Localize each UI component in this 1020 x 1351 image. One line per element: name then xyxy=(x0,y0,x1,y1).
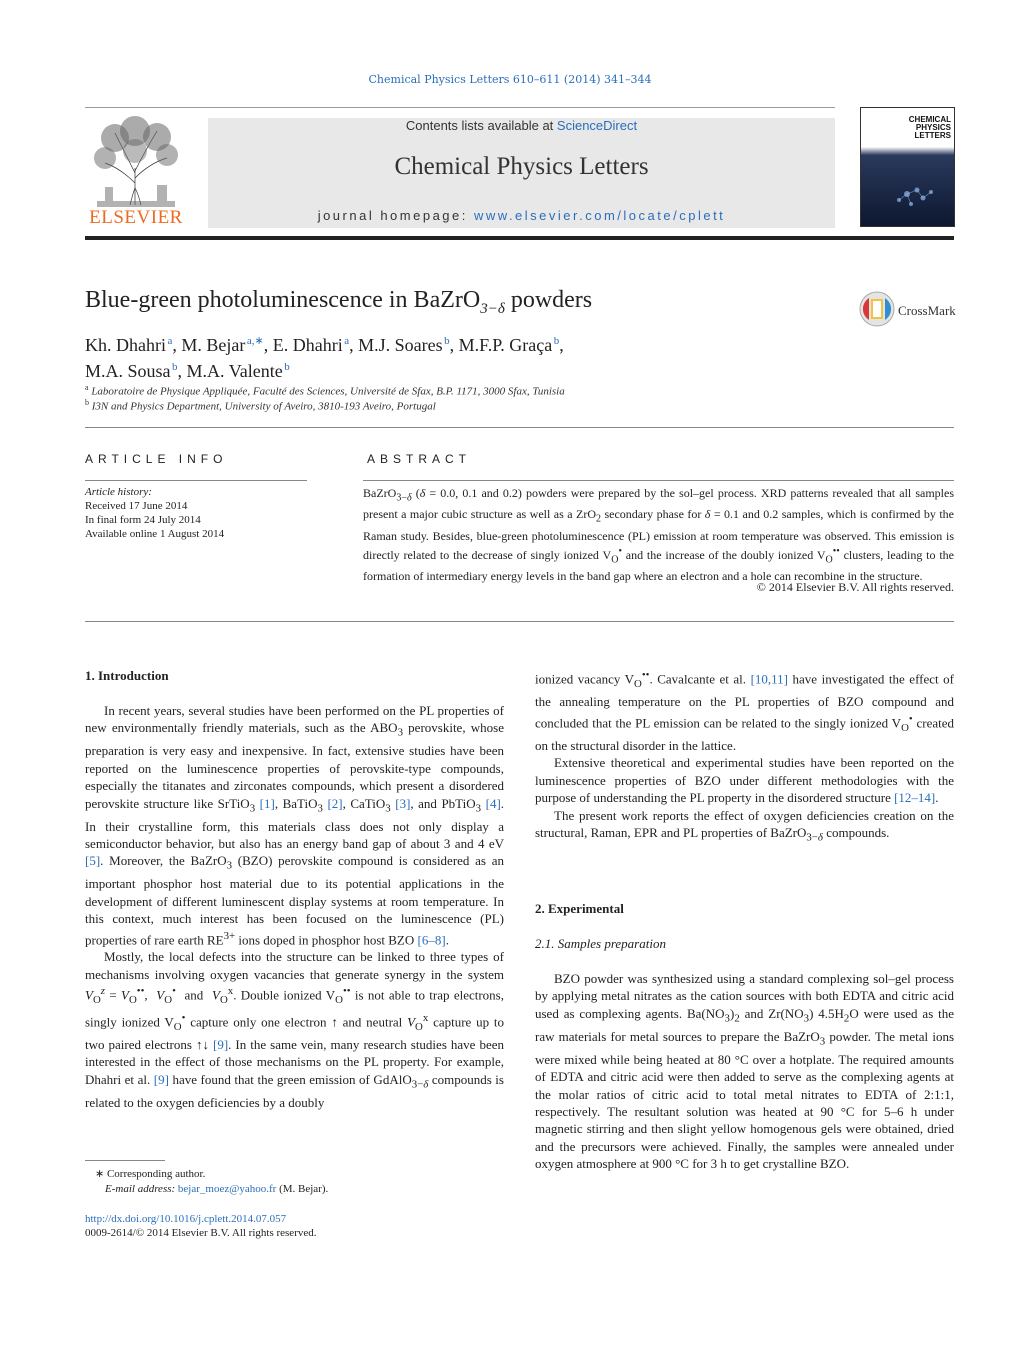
author[interactable]: M. Bejar xyxy=(181,335,246,355)
cover-title: CHEMICAL PHYSICS LETTERS xyxy=(908,115,951,140)
subsection-heading-samples: 2.1. Samples preparation xyxy=(535,936,666,951)
abstract-copyright: © 2014 Elsevier B.V. All rights reserved. xyxy=(756,580,954,594)
doi-link[interactable]: http://dx.doi.org/10.1016/j.cplett.2014.07.057 xyxy=(85,1213,287,1225)
paragraph: The present work reports the effect of oxygen deficiencies creation on the structural, Raman, EPR and PL properties of BaZrO$_{3-\delta}$ compounds. xyxy=(535,807,954,844)
publisher-logo-text: ELSEVIER xyxy=(89,207,183,228)
title-main: Blue-green photoluminescence in BaZrO xyxy=(85,287,481,313)
contents-line xyxy=(208,118,835,133)
cover-art xyxy=(861,152,954,226)
header-rule xyxy=(85,107,835,108)
affiliation-b xyxy=(85,398,436,413)
author-separator: , xyxy=(177,361,187,381)
email-note xyxy=(105,1182,328,1197)
paragraph: In recent years, several studies have been performed on the PL properties of new environmentally friendly materials, such as the $ABO_3$ perovskite, whose preparation is very easy and inexpensive. In fact, extensive studies have been reported on the luminescence properties of perovskite-type compounds, especially the titanates and zirconates compounds, which present a disordered perovskite structure like SrTiO$_3$ [1], BaTiO$_3$ [2], CaTiO$_3$ [3], and PbTiO$_3$ [4]. In their crystalline form, this materials class does not only display a semiconductor behavior, but also has an energy band gap of about 3 and 4 eV [5]. Moreover, the BaZrO$_3$ (BZO) perovskite compound is considered as an important phosphor host material due to its potential applications in the development of different luminescent display systems at room temperature. In this context, much interest has been focused on the luminescence (PL) properties of rare earth $RE^{3+}$ ions doped in phosphor host BZO [6–8]. xyxy=(85,703,505,947)
abstract-body: BaZrO$_{3-\delta}$ (δ = 0.0, 0.1 and 0.2) powders were prepared by the sol–gel process. XRD patterns revealed that all samples present a major cubic structure as well as a ZrO$_2$ secondary phase for δ = 0.1 and 0.2 samples, which is confirmed by the Raman study. Besides, blue-green photoluminescence (PL) emission at room temperature was observed. This emission is directly related to the decrease of singly ionized $V_O^•$ and the increase of the doubly ionized $V_O^{••}$ clusters, leading to the formation of intermediary energy levels in the band gap where an electron and a hole can recombine in the structure. xyxy=(363,486,954,584)
left-column-body xyxy=(85,702,504,1111)
author-affiliation-mark[interactable]: b xyxy=(553,335,560,347)
article-info-rule xyxy=(85,480,307,481)
affiliation-text: I3N and Physics Department, University of Aveiro, 3810-193 Aveiro, Portugal xyxy=(91,400,436,413)
affiliation-label: a xyxy=(85,383,89,392)
journal-homepage xyxy=(208,208,835,223)
title-end: powders xyxy=(504,287,593,313)
author-separator: , xyxy=(349,335,359,355)
journal-banner xyxy=(208,118,835,228)
author-affiliation-mark[interactable]: b xyxy=(444,335,450,347)
author[interactable]: M.A. Valente xyxy=(186,361,283,381)
corresponding-author-note: ∗ Corresponding author. xyxy=(95,1168,206,1180)
crossmark-icon[interactable] xyxy=(858,290,896,328)
experimental-body xyxy=(535,970,954,1173)
article-title xyxy=(85,287,592,318)
email-owner: (M. Bejar). xyxy=(276,1183,329,1195)
sciencedirect-link[interactable]: ScienceDirect xyxy=(556,118,638,133)
author-affiliation-mark[interactable]: a,∗ xyxy=(246,335,264,347)
history-label: Article history: xyxy=(85,486,152,498)
history-revised: In final form 24 July 2014 xyxy=(85,514,201,526)
right-column-body xyxy=(535,667,954,847)
author-separator: , xyxy=(559,335,564,355)
author-affiliation-mark[interactable]: b xyxy=(172,361,178,373)
affiliation-a xyxy=(85,383,565,398)
journal-cover-thumbnail[interactable] xyxy=(860,107,955,227)
author-affiliation-mark[interactable]: a xyxy=(167,335,173,347)
journal-title: Chemical Physics Letters xyxy=(394,153,649,180)
section-heading-introduction: 1. Introduction xyxy=(85,668,169,683)
paragraph: ionized vacancy $V_O^{••}$. Cavalcante et al. [10,11] have investigated the effect of the annealing temperature on the PL properties of BZO compound and concluded that the PL emission can be related to the singly ionized $V_O^•$ created on the structural disorder in the lattice. xyxy=(535,669,955,754)
author-affiliation-mark[interactable]: a xyxy=(344,335,350,347)
author[interactable]: E. Dhahri xyxy=(272,335,343,355)
history-online: Available online 1 August 2014 xyxy=(85,528,225,540)
section-heading-experimental: 2. Experimental xyxy=(535,901,624,916)
affiliation-text: Laboratoire de Physique Appliquée, Faculté des Sciences, Université de Sfax, B.P. 1171, 3000 Sfax, Tunisia xyxy=(91,385,565,398)
paragraph: Extensive theoretical and experimental studies have been reported on the luminescence properties of BZO under different methodologies with the purpose of understanding the PL property in the disordered structure [12–14]. xyxy=(535,755,954,806)
crossmark-label[interactable]: CrossMark xyxy=(898,303,956,318)
abstract-bottom-rule xyxy=(85,621,954,622)
footnote-rule xyxy=(85,1160,165,1161)
author-separator: , xyxy=(172,335,182,355)
author-separator: , xyxy=(263,335,273,355)
abstract-heading: ABSTRACT xyxy=(367,452,472,466)
author-affiliation-mark[interactable]: b xyxy=(284,361,290,373)
homepage-prefix: journal homepage: xyxy=(317,208,474,223)
header-thick-rule xyxy=(85,236,954,240)
author-separator: , xyxy=(449,335,459,355)
author[interactable]: M.J. Soares xyxy=(358,335,443,355)
paragraph: BZO powder was synthesized using a standard complexing sol–gel process by applying metal nitrates as the cation sources with both EDTA and citric acid used as complexing agents. $Ba(NO_3)_2$ and $Zr(NO_3)$ $4.5H_2O$ were used as the raw materials for metal sources to prepare the BaZrO$_3$ powder. The metal ions were mixed while being heated at 80 °C over a hotplate. The required amounts of EDTA and citric acid were then added to serve as the complexing agents at the molar ratios of citric acid to total metal nitrates to EDTA of 2:1:1, respectively. The resultant solution was heated at 90 °C for 5–6 h under magnetic stirring and then slight yellow homogenous gels were obtained, dried and the precursors were achieved. Finally, the samples were annealed under oxygen atmosphere at 900 °C for 3 h to get crystalline BZO. xyxy=(535,971,955,1172)
article-info-heading: ARTICLE INFO xyxy=(85,452,228,466)
author-list xyxy=(85,330,685,382)
issn-copyright: 0009-2614/© 2014 Elsevier B.V. All rights reserved. xyxy=(85,1227,317,1239)
article-history xyxy=(85,485,224,541)
affiliation-rule xyxy=(85,427,954,428)
author[interactable]: M.F.P. Graça xyxy=(458,335,553,355)
email-link[interactable]: bejar_moez@yahoo.fr xyxy=(177,1183,277,1195)
author[interactable]: M.A. Sousa xyxy=(85,361,171,381)
email-label: E-mail address: xyxy=(105,1183,178,1195)
abstract-rule xyxy=(363,480,954,481)
history-received: Received 17 June 2014 xyxy=(85,500,188,512)
homepage-link[interactable]: www.elsevier.com/locate/cplett xyxy=(474,208,726,223)
journal-citation[interactable]: Chemical Physics Letters 610–611 (2014) 341–344 xyxy=(368,73,652,86)
affiliation-label: b xyxy=(85,398,89,407)
author[interactable]: Kh. Dhahri xyxy=(85,335,166,355)
contents-prefix: Contents lists available at xyxy=(405,118,557,133)
paragraph: Mostly, the local defects into the structure can be linked to three types of mechanisms involving oxygen vacancies that generate synergy in the system $V_O^z = V_O^{••}$, $V_O^•$ and $V_O^x$. Double ionized $V_O^{••}$ is not able to trap electrons, singly ionized $V_O^•$ capture only one electron ↑ and neutral $V_O^x$ capture up to two paired electrons ↑↓ [9]. In the same vein, many research studies have been interested in the effect of those mechanisms on the PL property. For example, Dhahri et al. [9] have found that the green emission of GdAlO$_{3-\delta}$ compounds is related to the oxygen deficiencies by a doubly xyxy=(85,949,505,1110)
title-subscript: 3−δ xyxy=(480,300,505,317)
